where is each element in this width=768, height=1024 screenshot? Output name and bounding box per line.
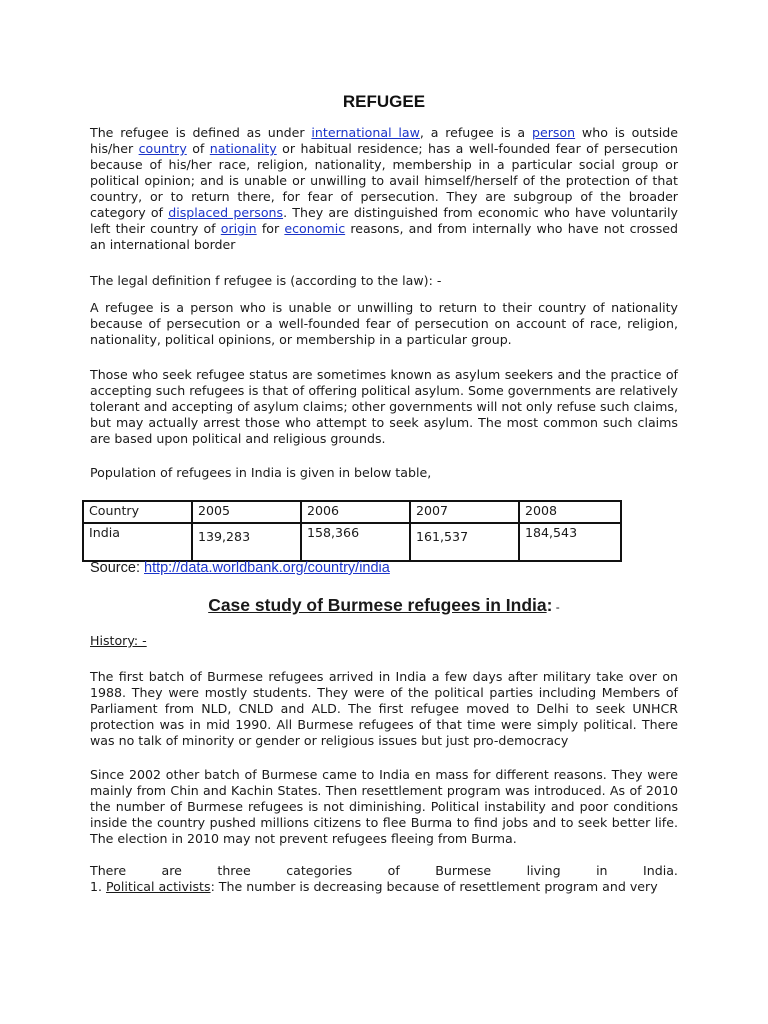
intro-text-1: The refugee is defined as under	[90, 125, 312, 140]
refugee-population-table	[82, 500, 622, 562]
table-intro: Population of refugees in India is given in below table,	[90, 465, 432, 480]
political-activists-label: Political activists	[106, 879, 211, 894]
cat-word: India.	[643, 863, 678, 878]
nationality-link[interactable]: nationality	[209, 141, 277, 156]
cat-word: categories	[286, 863, 353, 878]
categories-intro	[90, 863, 678, 879]
header-cell-2005: 2005	[192, 501, 301, 523]
cat-word: There	[90, 863, 127, 878]
worldbank-source-link[interactable]: http://data.worldbank.org/country/india	[144, 560, 390, 576]
cat-word: Burmese	[435, 863, 492, 878]
intro-text-3: who is outside his/her	[90, 125, 678, 156]
history-label-text: History: -	[90, 633, 147, 648]
economic-link[interactable]: economic	[284, 221, 346, 236]
categories-section	[90, 863, 678, 895]
header-cell-country: Country	[83, 501, 192, 523]
cell-2008: 184,543	[519, 523, 621, 561]
page-title: REFUGEE	[342, 92, 426, 111]
cell-2005: 139,283	[192, 523, 301, 561]
category-1-number: 1.	[90, 879, 107, 894]
history-paragraph-2: Since 2002 other batch of Burmese came to India en mass for different reasons. They were mainly from Chin and Kachin States. Then resettlement program was introduced. As of 2010 the number of Burmese refugees is not diminishing. Political instability and poor conditions inside the country pushed millions citizens to flee Burma to find jobs and to seek better life. The election in 2010 may not prevent refugees fleeing from Burma.	[90, 767, 678, 846]
intro-text-8: reasons, and from internally who have not crossed an international border	[90, 221, 678, 252]
intro-text-6: . They are distinguished from economic who have voluntarily left their country of	[90, 205, 679, 236]
intro-text-4: of	[186, 141, 210, 156]
asylum-paragraph: Those who seek refugee status are sometimes known as asylum seekers and the practice of accepting such refugees is that of offering political asylum. Some governments are relatively tolerant and accepting of asylum claims; other governments will not only refuse such claims, but may actually arrest those who attempt to seek asylum. The most common such claims are based upon political and religious grounds.	[90, 367, 678, 446]
case-study-heading	[90, 594, 678, 618]
cat-word: of	[387, 863, 400, 878]
header-cell-2007: 2007	[410, 501, 519, 523]
intro-text-7: for	[256, 221, 285, 236]
country-link[interactable]: country	[138, 141, 187, 156]
table-header-row	[83, 501, 621, 523]
header-cell-2008: 2008	[519, 501, 621, 523]
cell-2006: 158,366	[301, 523, 410, 561]
cell-country: India	[83, 523, 192, 561]
header-cell-2006: 2006	[301, 501, 410, 523]
history-label	[90, 633, 678, 649]
cat-word: living	[526, 863, 561, 878]
category-1	[90, 879, 678, 895]
intro-text-2: , a refugee is a	[419, 125, 532, 140]
case-study-title: Case study of Burmese refugees in India	[208, 595, 547, 615]
intro-paragraph	[90, 125, 678, 253]
cat-word: are	[161, 863, 182, 878]
international-law-link[interactable]: international law	[311, 125, 420, 140]
legal-intro: The legal definition f refugee is (according to the law): -	[90, 273, 442, 288]
legal-definition: A refugee is a person who is unable or unwilling to return to their country of nationality because of persecution or a well-founded fear of persecution on account of race, religion, nationality, political opinions, or membership in a particular group.	[90, 300, 678, 347]
origin-link[interactable]: origin	[220, 221, 257, 236]
table-row	[83, 523, 621, 561]
history-paragraph-1: The first batch of Burmese refugees arrived in India a few days after military take over on 1988. They were mostly students. They were of the political parties including Members of Parliament from NLD, CNLD and ALD. The first refugee moved to Delhi to seek UNHCR protection was in mid 1990. All Burmese refugees of that time were simply political. There was no talk of minority or gender or religious issues but just pro-democracy	[90, 669, 678, 748]
cat-word: three	[217, 863, 251, 878]
cat-word: in	[596, 863, 608, 878]
source-line	[90, 559, 390, 577]
cell-2007: 161,537	[410, 523, 519, 561]
displaced-persons-link[interactable]: displaced persons	[168, 205, 284, 220]
person-link[interactable]: person	[531, 125, 576, 140]
case-study-colon: :	[546, 595, 553, 615]
source-label: Source:	[90, 560, 144, 576]
category-1-text: : The number is decreasing because of resettlement program and very	[210, 879, 658, 894]
intro-text-5: or habitual residence; has a well-founded fear of persecution because of his/her race, religion, nationality, membership in a particular social group or political opinion; and is unable or unwilling to avail himself/herself of the protection of that country, or to return there, for fear of persecution. They are subgroup of the broader category of	[90, 141, 678, 220]
case-study-dash: -	[552, 600, 560, 614]
